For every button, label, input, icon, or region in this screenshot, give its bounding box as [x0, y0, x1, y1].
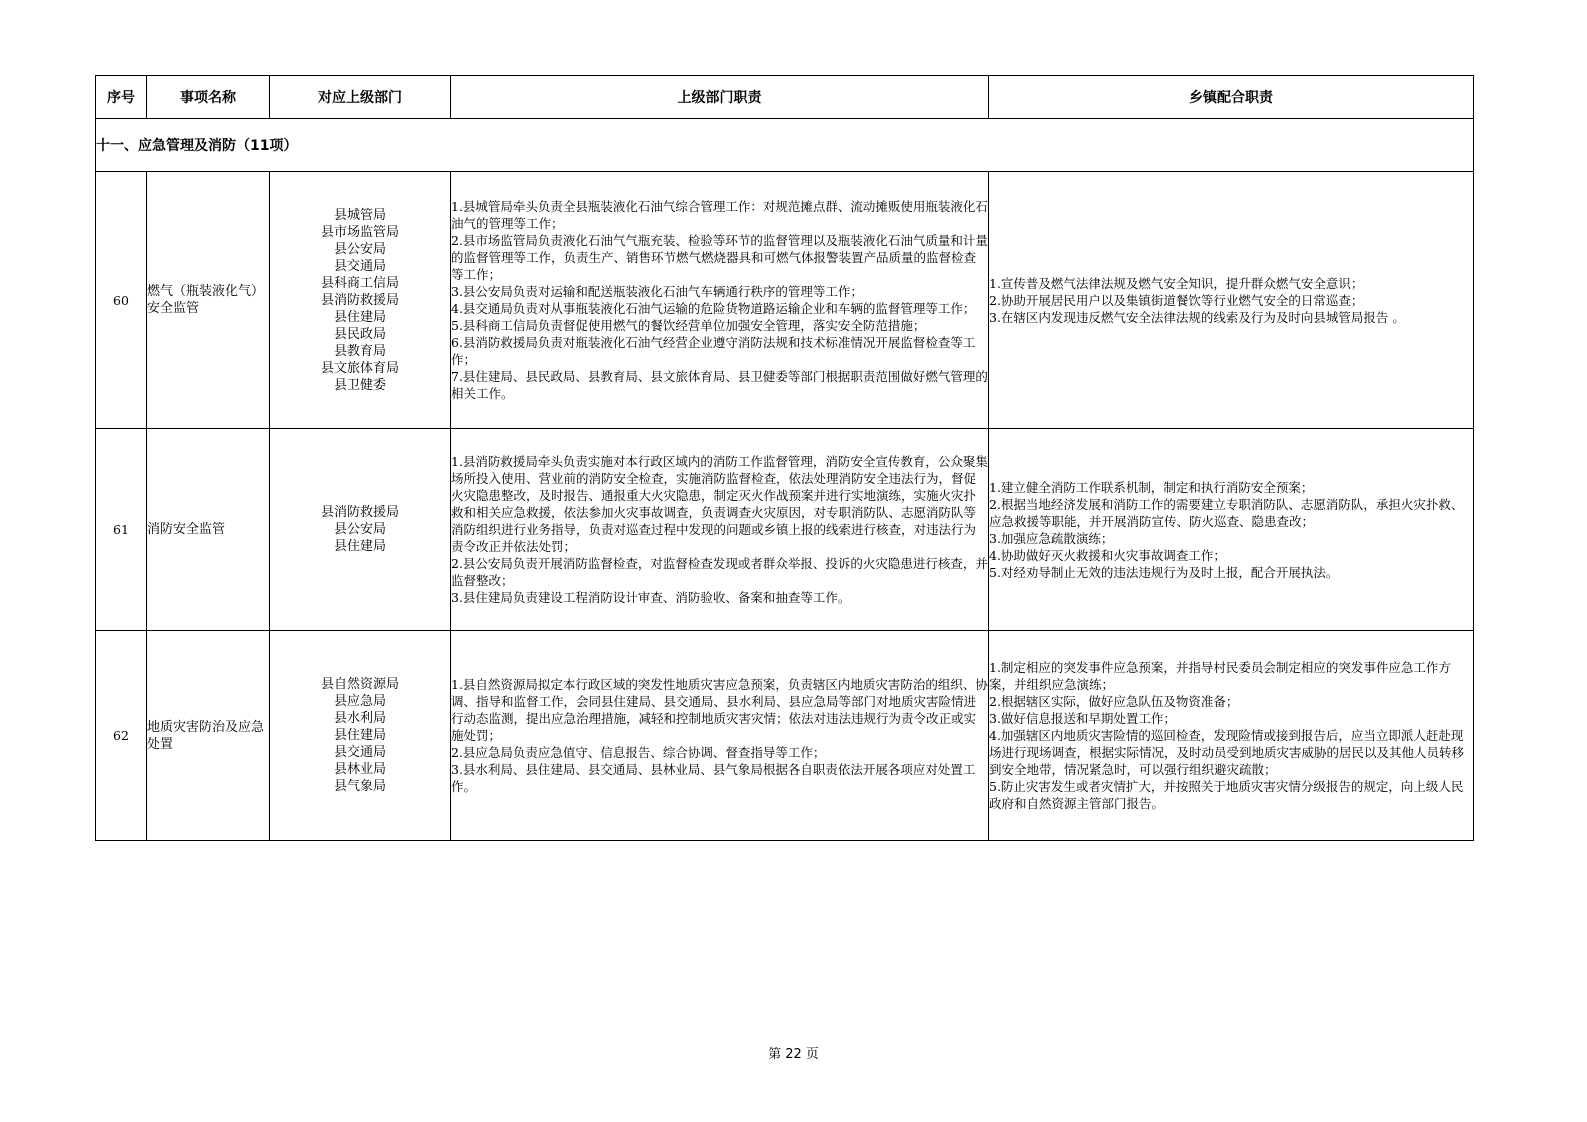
- duty-line: 1.建立健全消防工作联系机制，制定和执行消防安全预案；: [989, 479, 1314, 495]
- town-duty: [989, 631, 1474, 841]
- duty-line: 6.县消防救援局负责对瓶装液化石油气经营企业遵守消防法规和技术标准情况开展监督检查等工作；: [451, 335, 976, 367]
- dept: 县交通局: [333, 258, 386, 274]
- header-depts: 对应上级部门: [270, 76, 451, 119]
- duty-line: 1.县城管局牵头负责全县瓶装液化石油气综合管理工作：对规范摊点群、流动摊贩使用瓶装液化石油气的管理等工作；: [451, 199, 988, 231]
- item-name: 消防安全监管: [147, 429, 270, 631]
- duty-line: 7.县住建局、县民政局、县教育局、县文旅体育局、县卫健委等部门根据职责范围做好燃气管理的相关工作。: [451, 369, 988, 401]
- duty-line: 5.县科商工信局负责督促使用燃气的餐饮经营单位加强安全管理，落实安全防范措施；: [451, 318, 926, 333]
- upper-duty: [451, 172, 989, 429]
- dept: 县水利局: [333, 711, 386, 726]
- table-row: [96, 429, 1474, 631]
- dept: 县消防救援局: [320, 292, 399, 308]
- duty-table: [95, 75, 1474, 841]
- upper-duty: [451, 631, 989, 841]
- duty-line: 1.制定相应的突发事件应急预案，并指导村民委员会制定相应的突发事件应急工作方案，并组织应急演练；: [989, 660, 1451, 692]
- table-row: [96, 172, 1474, 429]
- item-name: 燃气（瓶装液化气）安全监管: [147, 172, 270, 429]
- duty-line: 3.在辖区内发现违反燃气安全法律法规的线索及行为及时向县城管局报告 。: [989, 309, 1405, 325]
- duty-line: 2.县应急局负责应急值守、信息报告、综合协调、督查指导等工作；: [451, 745, 826, 760]
- header-name: 事项名称: [147, 76, 270, 119]
- dept: 县交通局: [333, 745, 386, 760]
- dept: 县消防救援局: [320, 505, 399, 520]
- dept: 县民政局: [333, 326, 386, 342]
- duty-line: 2.协助开展居民用户以及集镇街道餐饮等行业燃气安全的日常巡查；: [989, 292, 1364, 308]
- duty-line: 1.宣传普及燃气法律法规及燃气安全知识，提升群众燃气安全意识；: [989, 275, 1364, 291]
- dept: 县城管局: [333, 207, 386, 223]
- duty-line: 3.加强应急疏散演练；: [989, 530, 1114, 546]
- duty-line: 1.县自然资源局拟定本行政区域的突发性地质灾害应急预案，负责辖区内地质灾害防治的组织、协调、指导和监督工作，会同县住建局、县交通局、县水利局、县应急局等部门对地质灾害险情进行动态监测，提出应急治理措施，减轻和控制地质灾害灾情；依法对违法违规行为责令改正或实施处罚；: [451, 677, 988, 743]
- dept: 县卫健委: [333, 377, 386, 393]
- dept: 县文旅体育局: [320, 360, 399, 376]
- dept: 县科商工信局: [320, 275, 399, 291]
- dept-list: [270, 172, 451, 429]
- row-number: 61: [96, 429, 147, 631]
- page-number: 第 22 页: [768, 1047, 819, 1062]
- row-number: 60: [96, 172, 147, 429]
- item-name: 地质灾害防治及应急处置: [147, 631, 270, 841]
- duty-line: 1.县消防救援局牵头负责实施对本行政区域内的消防工作监督管理，消防安全宣传教育，公众聚集场所投入使用、营业前的消防安全检查，实施消防监督检查，依法处理消防安全违法行为，督促火灾隐患整改，及时报告、通报重大火灾隐患，制定灭火作战预案并进行实地演练，实施火灾扑救和相关应急救援，依法参加火灾事故调查，负责调查火灾原因，对专职消防队、志愿消防队等消防组织进行业务指导，负责对巡查过程中发现的问题或乡镇上报的线索进行核查，对违法行为责令改正并依法处罚；: [451, 454, 988, 554]
- dept: 县住建局: [333, 309, 386, 325]
- header-num: 序号: [96, 76, 147, 119]
- dept: 县气象局: [333, 779, 386, 794]
- header-upper-duty: 上级部门职责: [451, 76, 989, 119]
- header-row: [96, 76, 1474, 119]
- duty-line: 3.做好信息报送和早期处置工作；: [989, 711, 1176, 726]
- dept: 县住建局: [333, 539, 386, 554]
- duty-line: 4.协助做好灭火救援和火灾事故调查工作；: [989, 547, 1226, 563]
- dept-list: [270, 631, 451, 841]
- upper-duty: [451, 429, 989, 631]
- dept: 县市场监管局: [320, 224, 399, 240]
- header-town-duty: 乡镇配合职责: [989, 76, 1474, 119]
- duty-line: 3.县水利局、县住建局、县交通局、县林业局、县气象局根据各自职责依法开展各项应对处置工作。: [451, 762, 976, 794]
- duty-line: 3.县住建局负责建设工程消防设计审查、消防验收、备案和抽查等工作。: [451, 590, 851, 605]
- dept: 县自然资源局: [320, 677, 399, 692]
- duty-line: 2.县公安局负责开展消防监督检查，对监督检查发现或者群众举报、投诉的火灾隐患进行核查，并监督整改；: [451, 556, 988, 588]
- town-duty: [989, 172, 1474, 429]
- duty-line: 4.县交通局负责对从事瓶装液化石油气运输的危险货物道路运输企业和车辆的监督管理等工作；: [451, 301, 976, 316]
- town-duty: [989, 429, 1474, 631]
- duty-line: 4.加强辖区内地质灾害险情的巡回检查，发现险情或接到报告后，应当立即派人赶赴现场进行现场调查，根据实际情况，及时动员受到地质灾害威胁的居民以及其他人员转移到安全地带，情况紧急时，可以强行组织避灾疏散；: [989, 728, 1465, 777]
- section-row: [96, 119, 1474, 172]
- row-number: 62: [96, 631, 147, 841]
- duty-line: 5.对经劝导制止无效的违法违规行为及时上报，配合开展执法。: [989, 564, 1339, 580]
- dept: 县公安局: [333, 522, 386, 537]
- dept: 县公安局: [333, 241, 386, 257]
- duty-line: 2.根据当地经济发展和消防工作的需要建立专职消防队、志愿消防队，承担火灾扑救、应急救援等职能，并开展消防宣传、防火巡查、隐患查改；: [989, 496, 1464, 529]
- duty-line: 3.县公安局负责对运输和配送瓶装液化石油气车辆通行秩序的管理等工作；: [451, 284, 863, 299]
- dept: 县教育局: [333, 343, 386, 359]
- dept: 县住建局: [333, 728, 386, 743]
- dept: 县应急局: [333, 694, 386, 709]
- dept: 县林业局: [333, 762, 386, 777]
- duty-line: 2.县市场监管局负责液化石油气气瓶充装、检验等环节的监督管理以及瓶装液化石油气质量和计量的监督管理等工作，负责生产、销售环节燃气燃烧器具和可燃气体报警装置产品质量的监督检查等工作；: [451, 233, 988, 282]
- dept-list: [270, 429, 451, 631]
- table-row: [96, 631, 1474, 841]
- duty-line: 5.防止灾害发生或者灾情扩大，并按照关于地质灾害灾情分级报告的规定，向上级人民政府和自然资源主管部门报告。: [989, 779, 1464, 811]
- duty-line: 2.根据辖区实际，做好应急队伍及物资准备；: [989, 694, 1239, 709]
- section-title: 十一、应急管理及消防（11项）: [96, 119, 1474, 172]
